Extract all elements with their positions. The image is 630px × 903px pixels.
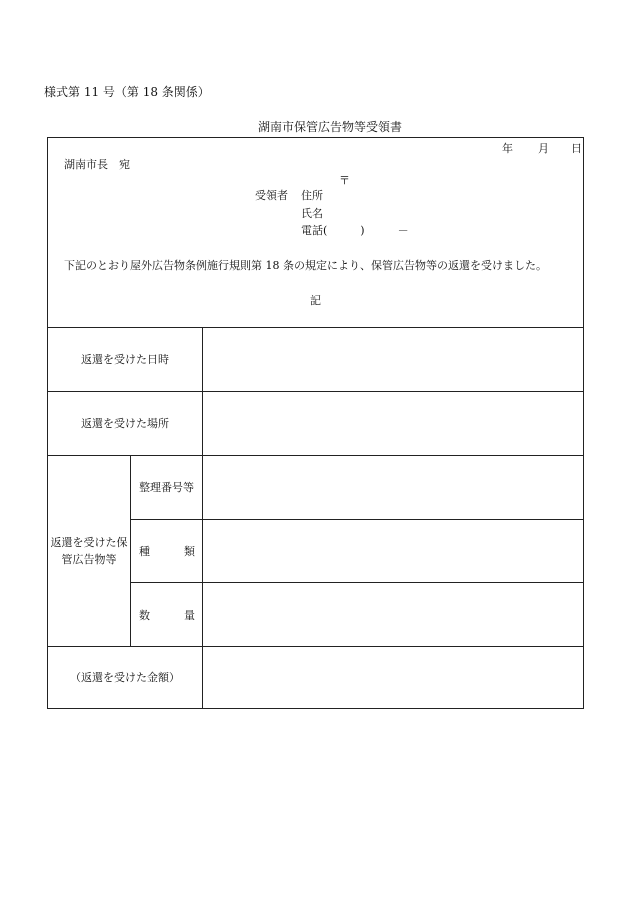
- returned-items-group-label: 返還を受けた保管広告物等: [50, 535, 128, 566]
- form-number: 様式第 11 号（第 18 条関係）: [44, 85, 210, 99]
- return-datetime-field[interactable]: [203, 328, 584, 391]
- recipient-role-label: 受領者: [255, 189, 288, 202]
- return-amount-label: （返還を受けた金額）: [70, 671, 180, 685]
- kind-label: [139, 520, 195, 582]
- kind-label-char-1: 種: [139, 545, 150, 558]
- quantity-field[interactable]: [203, 583, 584, 646]
- quantity-label-char-1: 数: [139, 608, 150, 622]
- return-place-field[interactable]: [203, 392, 584, 455]
- date-month-label: 月: [538, 142, 549, 155]
- recipient-phone-label: 電話( ) －: [301, 224, 409, 237]
- addressee: 湖南市長 宛: [64, 158, 130, 171]
- date-year-label: 年: [502, 142, 513, 155]
- record-label: 記: [310, 294, 321, 307]
- kind-field[interactable]: [203, 520, 584, 582]
- form-title: 湖南市保管広告物等受領書: [258, 120, 403, 134]
- date-day-label: 日: [571, 142, 582, 155]
- return-place-label: 返還を受けた場所: [81, 416, 169, 430]
- statement-text: 下記のとおり屋外広告物条例施行規則第 18 条の規定により、保管広告物等の返還を受けました。: [64, 259, 547, 272]
- quantity-label-char-2: 量: [184, 608, 195, 622]
- reference-number-label: 整理番号等: [139, 480, 194, 494]
- form-frame: [47, 137, 584, 709]
- return-datetime-label: 返還を受けた日時: [81, 352, 169, 366]
- postal-mark: 〒: [339, 174, 350, 187]
- reference-number-field[interactable]: [203, 456, 584, 519]
- quantity-label: [139, 583, 195, 646]
- recipient-address-label: 住所: [301, 189, 323, 202]
- return-amount-field[interactable]: [203, 647, 584, 709]
- recipient-name-label: 氏名: [301, 207, 323, 220]
- kind-label-char-2: 類: [184, 545, 195, 558]
